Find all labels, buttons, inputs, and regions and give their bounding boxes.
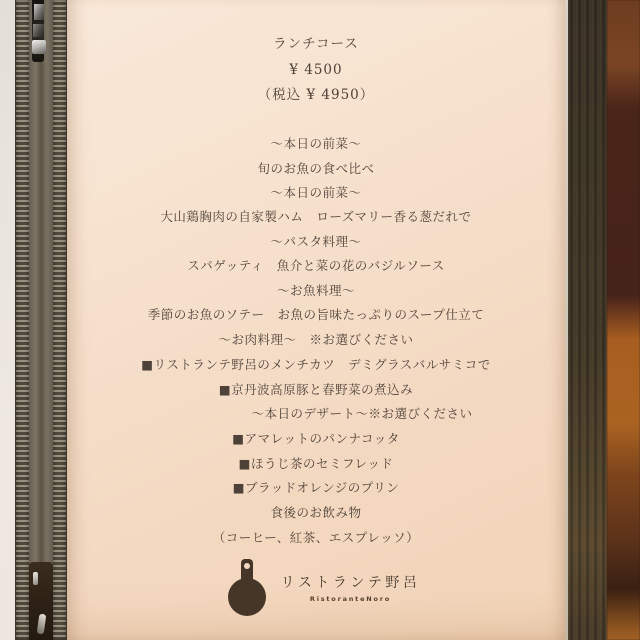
menu-line-appetizer-header-2: ～本日の前菜～ xyxy=(270,185,362,200)
menu-line-drinks-header: 食後のお飲み物 xyxy=(270,505,362,520)
left-wall-strip xyxy=(0,0,15,640)
logo-name-japanese: リストランテ野呂 xyxy=(280,574,421,591)
spine-rib-left xyxy=(15,0,29,640)
menu-line-dessert-header: ～本日のデザート～※お選びください xyxy=(251,406,473,421)
binder-clip-top xyxy=(32,0,44,62)
cutting-board-logo-icon xyxy=(228,558,266,616)
clip-metal-highlight xyxy=(34,4,44,20)
restaurant-background xyxy=(607,0,640,640)
menu-line-appetizer-1: 旬のお魚の食べ比べ xyxy=(257,161,375,176)
restaurant-logo xyxy=(75,556,573,618)
menu-line-fish-header: ～お魚料理～ xyxy=(276,283,355,298)
menu-tax-note: （税込 ¥ 4950） xyxy=(257,87,375,103)
spine-center xyxy=(29,0,53,640)
clip-metal-highlight xyxy=(33,24,44,37)
menu-line-appetizer-header: ～本日の前菜～ xyxy=(270,136,362,151)
menu-line-fish-dish: 季節のお魚のソテー お魚の旨味たっぷりのスープ仕立て xyxy=(147,307,485,322)
menu-line-appetizer-2: 大山鶏胸肉の自家製ハム ローズマリー香る葱だれで xyxy=(160,209,472,224)
menu-line-pasta-dish: スパゲッティ 魚介と菜の花のバジルソース xyxy=(187,258,445,273)
clip-metal-glint xyxy=(33,572,38,585)
menu-line-pasta-header: ～パスタ料理～ xyxy=(270,234,362,249)
menu-line-dessert-choice-3: ■ブラッドオレンジのプリン xyxy=(232,480,400,495)
menu-binder-spine xyxy=(15,0,67,640)
binder-clip-bottom xyxy=(29,562,53,640)
menu-title: ランチコース xyxy=(273,36,359,52)
clip-metal-glint xyxy=(37,614,47,635)
logo-text-block xyxy=(281,572,421,603)
menu-price: ¥ 4500 xyxy=(289,62,343,78)
logo-name-english: RistoranteNoro xyxy=(309,594,392,603)
menu-line-meat-header: ～お肉料理～ ※お選びください xyxy=(218,332,414,347)
menu-line-meat-choice-2: ■京丹波高原豚と春野菜の煮込み xyxy=(218,382,414,397)
cover-wood-grain xyxy=(568,0,607,640)
clip-metal-highlight xyxy=(32,40,46,54)
menu-line-drinks-options: （コーヒー、紅茶、エスプレッソ） xyxy=(212,530,420,545)
menu-line-dessert-choice-1: ■アマレットのパンナコッタ xyxy=(232,431,400,446)
menu-page xyxy=(67,0,565,640)
menu-line-meat-choice-1: ■リストランテ野呂のメンチカツ デミグラスバルサミコで xyxy=(141,357,491,372)
menu-cover-edge xyxy=(568,0,607,640)
menu-line-dessert-choice-2: ■ほうじ茶のセミフレッド xyxy=(238,456,394,471)
spine-rib-right xyxy=(53,0,67,640)
